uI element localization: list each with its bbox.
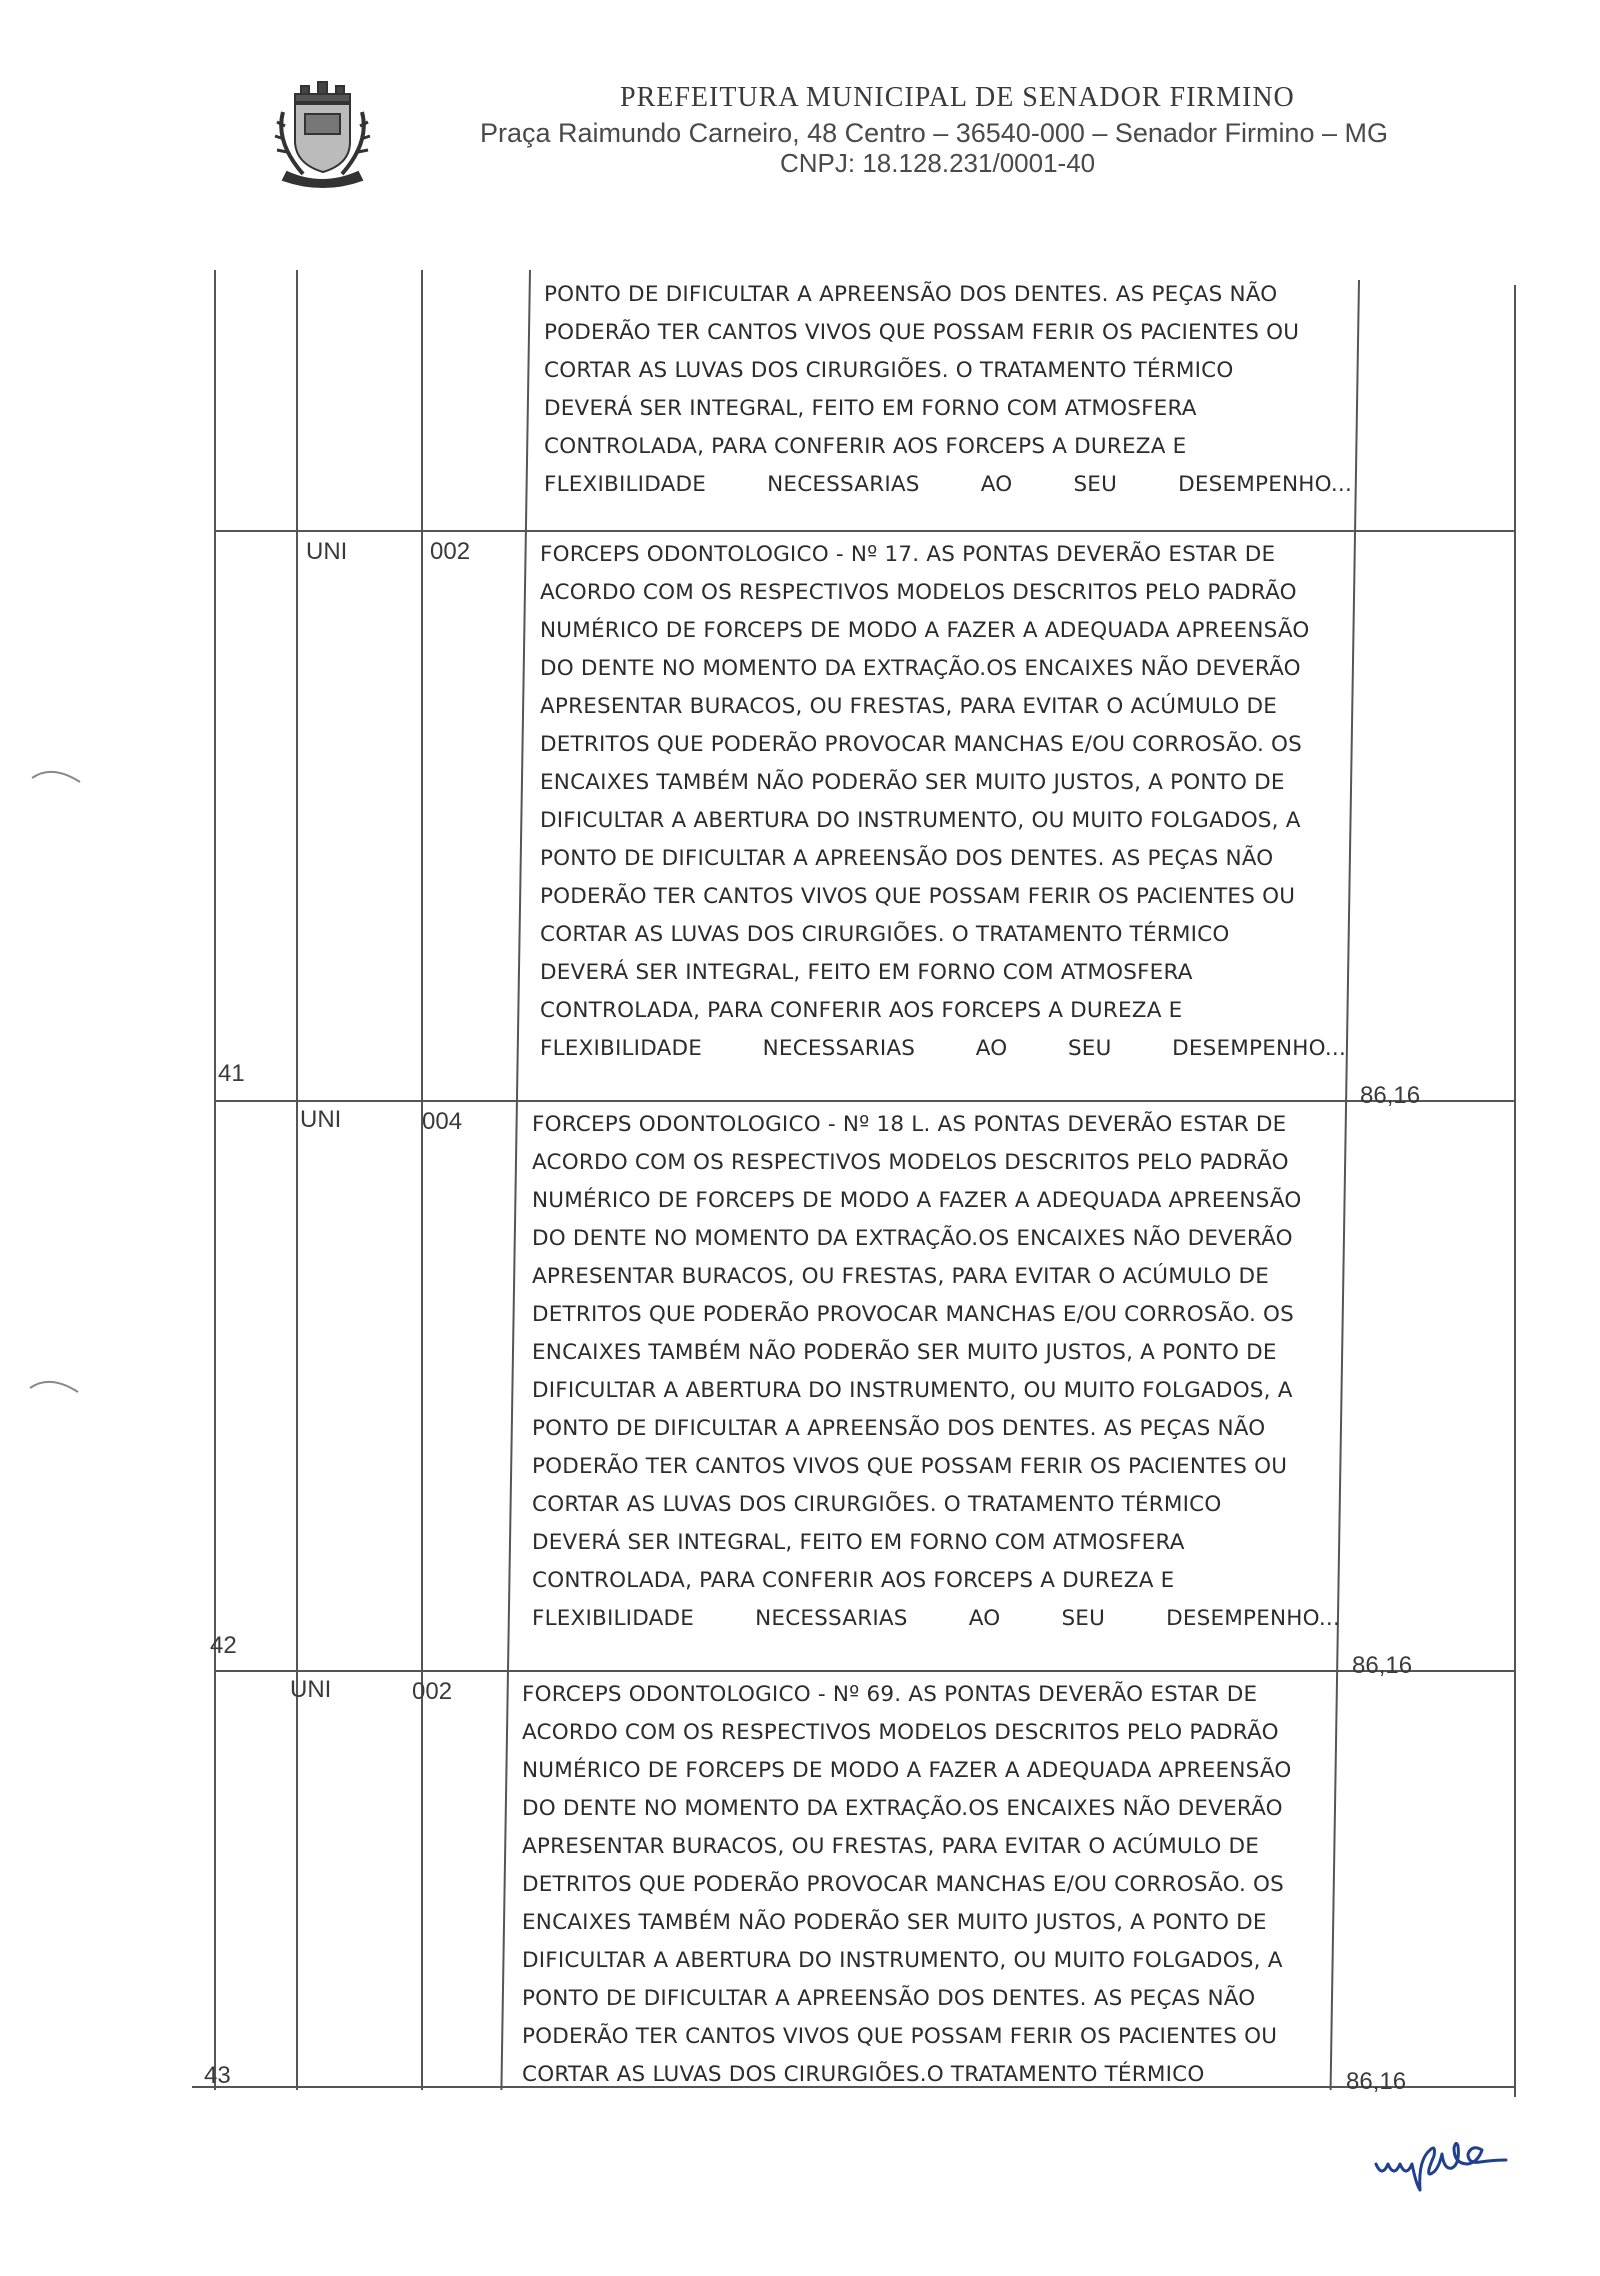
table-border-right [1514, 285, 1516, 2097]
text-line: NUMÉRICO DE FORCEPS DE MODO A FAZER A ADEQUADA APREENSÃO [532, 1188, 1302, 1213]
text-line: DEVERÁ SER INTEGRAL, FEITO EM FORNO COM ATMOSFERA [532, 1530, 1185, 1555]
table-col-divider-qty [421, 270, 423, 2090]
text-line: PONTO DE DIFICULTAR A APREENSÃO DOS DENTES. AS PEÇAS NÃO [522, 1986, 1256, 2011]
text-line: DETRITOS QUE PODERÃO PROVOCAR MANCHAS E/OU CORROSÃO. OS [532, 1302, 1294, 1327]
text-line: PONTO DE DIFICULTAR A APREENSÃO DOS DENTES. AS PEÇAS NÃO [544, 282, 1278, 307]
row-divider-42 [214, 1100, 1516, 1102]
text-line: DO DENTE NO MOMENTO DA EXTRAÇÃO.OS ENCAIXES NÃO DEVERÃO [540, 656, 1301, 681]
text-line: PODERÃO TER CANTOS VIVOS QUE POSSAM FERIR OS PACIENTES OU [540, 884, 1296, 909]
item-unit: UNI [306, 538, 348, 565]
text-line: NUMÉRICO DE FORCEPS DE MODO A FAZER A ADEQUADA APREENSÃO [522, 1758, 1292, 1783]
text-line: FORCEPS ODONTOLOGICO - Nº 18 L. AS PONTAS DEVERÃO ESTAR DE [532, 1112, 1287, 1137]
text-line: FLEXIBILIDADE NECESSARIAS AO SEU DESEMPENHO... [544, 472, 1352, 497]
item-unit-price: 86,16 [1346, 2068, 1407, 2095]
text-line: DO DENTE NO MOMENTO DA EXTRAÇÃO.OS ENCAIXES NÃO DEVERÃO [522, 1796, 1283, 1821]
text-line: FLEXIBILIDADE NECESSARIAS AO SEU DESEMPENHO... [532, 1606, 1340, 1631]
text-line: ACORDO COM OS RESPECTIVOS MODELOS DESCRITOS PELO PADRÃO [522, 1720, 1279, 1745]
text-line: FORCEPS ODONTOLOGICO - Nº 17. AS PONTAS DEVERÃO ESTAR DE [540, 542, 1276, 567]
item-number: 43 [204, 2062, 231, 2089]
text-line: CORTAR AS LUVAS DOS CIRURGIÕES. O TRATAMENTO TÉRMICO [540, 922, 1230, 947]
text-line: FLEXIBILIDADE NECESSARIAS AO SEU DESEMPENHO... [540, 1036, 1346, 1061]
item-quantity: 002 [430, 538, 471, 565]
text-line: ACORDO COM OS RESPECTIVOS MODELOS DESCRITOS PELO PADRÃO [532, 1150, 1289, 1175]
text-line: ENCAIXES TAMBÉM NÃO PODERÃO SER MUITO JUSTOS, A PONTO DE [532, 1340, 1277, 1365]
text-line: DETRITOS QUE PODERÃO PROVOCAR MANCHAS E/OU CORROSÃO. OS [540, 732, 1302, 757]
handwritten-initials-icon [1370, 2128, 1550, 2198]
item-number: 42 [210, 1632, 237, 1659]
item-description [522, 1676, 1330, 2094]
text-line: PODERÃO TER CANTOS VIVOS QUE POSSAM FERIR OS PACIENTES OU [532, 1454, 1288, 1479]
item-unit-price: 86,16 [1360, 1082, 1421, 1109]
text-line: DIFICULTAR A ABERTURA DO INSTRUMENTO, OU MUITO FOLGADOS, A [522, 1948, 1283, 1973]
item-unit: UNI [290, 1676, 332, 1703]
table-border-left [214, 270, 216, 2090]
text-line: PONTO DE DIFICULTAR A APREENSÃO DOS DENTES. AS PEÇAS NÃO [540, 846, 1274, 871]
text-line: CONTROLADA, PARA CONFERIR AOS FORCEPS A DUREZA E [540, 998, 1183, 1023]
organization-name: PREFEITURA MUNICIPAL DE SENADOR FIRMINO [620, 82, 1295, 113]
text-line: CONTROLADA, PARA CONFERIR AOS FORCEPS A DUREZA E [532, 1568, 1175, 1593]
table-col-divider-unit [296, 270, 298, 2090]
scan-mark-icon [26, 1370, 86, 1400]
text-line: DEVERÁ SER INTEGRAL, FEITO EM FORNO COM ATMOSFERA [540, 960, 1193, 985]
text-line: FORCEPS ODONTOLOGICO - Nº 69. AS PONTAS DEVERÃO ESTAR DE [522, 1682, 1258, 1707]
text-line: CORTAR AS LUVAS DOS CIRURGIÕES. O TRATAMENTO TÉRMICO [532, 1492, 1222, 1517]
scan-mark-icon [28, 760, 88, 790]
continuation-description [544, 276, 1352, 504]
text-line: DIFICULTAR A ABERTURA DO INSTRUMENTO, OU MUITO FOLGADOS, A [532, 1378, 1293, 1403]
item-description [532, 1106, 1340, 1638]
organization-address: Praça Raimundo Carneiro, 48 Centro – 36540-000 – Senador Firmino – MG [480, 118, 1388, 148]
text-line: DIFICULTAR A ABERTURA DO INSTRUMENTO, OU MUITO FOLGADOS, A [540, 808, 1301, 833]
item-unit: UNI [300, 1106, 342, 1133]
text-line: APRESENTAR BURACOS, OU FRESTAS, PARA EVITAR O ACÚMULO DE [522, 1834, 1260, 1859]
text-line: PONTO DE DIFICULTAR A APREENSÃO DOS DENTES. AS PEÇAS NÃO [532, 1416, 1266, 1441]
text-line: ENCAIXES TAMBÉM NÃO PODERÃO SER MUITO JUSTOS, A PONTO DE [522, 1910, 1267, 1935]
text-line: CORTAR AS LUVAS DOS CIRURGIÕES.O TRATAMENTO TÉRMICO [522, 2062, 1205, 2087]
text-line: NUMÉRICO DE FORCEPS DE MODO A FAZER A ADEQUADA APREENSÃO [540, 618, 1310, 643]
row-divider-41 [214, 530, 1516, 532]
text-line: PODERÃO TER CANTOS VIVOS QUE POSSAM FERIR OS PACIENTES OU [522, 2024, 1278, 2049]
item-quantity: 004 [422, 1108, 463, 1135]
text-line: ACORDO COM OS RESPECTIVOS MODELOS DESCRITOS PELO PADRÃO [540, 580, 1297, 605]
text-line: APRESENTAR BURACOS, OU FRESTAS, PARA EVITAR O ACÚMULO DE [540, 694, 1278, 719]
organization-cnpj: CNPJ: 18.128.231/0001-40 [780, 148, 1096, 178]
item-quantity: 002 [412, 1678, 453, 1705]
text-line: DEVERÁ SER INTEGRAL, FEITO EM FORNO COM ATMOSFERA [544, 396, 1197, 421]
text-line: DO DENTE NO MOMENTO DA EXTRAÇÃO.OS ENCAIXES NÃO DEVERÃO [532, 1226, 1293, 1251]
text-line: DETRITOS QUE PODERÃO PROVOCAR MANCHAS E/OU CORROSÃO. OS [522, 1872, 1284, 1897]
item-unit-price: 86,16 [1352, 1652, 1413, 1679]
row-divider-43 [214, 1670, 1516, 1672]
text-line: APRESENTAR BURACOS, OU FRESTAS, PARA EVITAR O ACÚMULO DE [532, 1264, 1270, 1289]
item-description [540, 536, 1346, 1068]
text-line: ENCAIXES TAMBÉM NÃO PODERÃO SER MUITO JUSTOS, A PONTO DE [540, 770, 1285, 795]
text-line: PODERÃO TER CANTOS VIVOS QUE POSSAM FERIR OS PACIENTES OU [544, 320, 1300, 345]
text-line: CONTROLADA, PARA CONFERIR AOS FORCEPS A DUREZA E [544, 434, 1187, 459]
item-number: 41 [218, 1060, 245, 1087]
text-line: CORTAR AS LUVAS DOS CIRURGIÕES. O TRATAMENTO TÉRMICO [544, 358, 1234, 383]
